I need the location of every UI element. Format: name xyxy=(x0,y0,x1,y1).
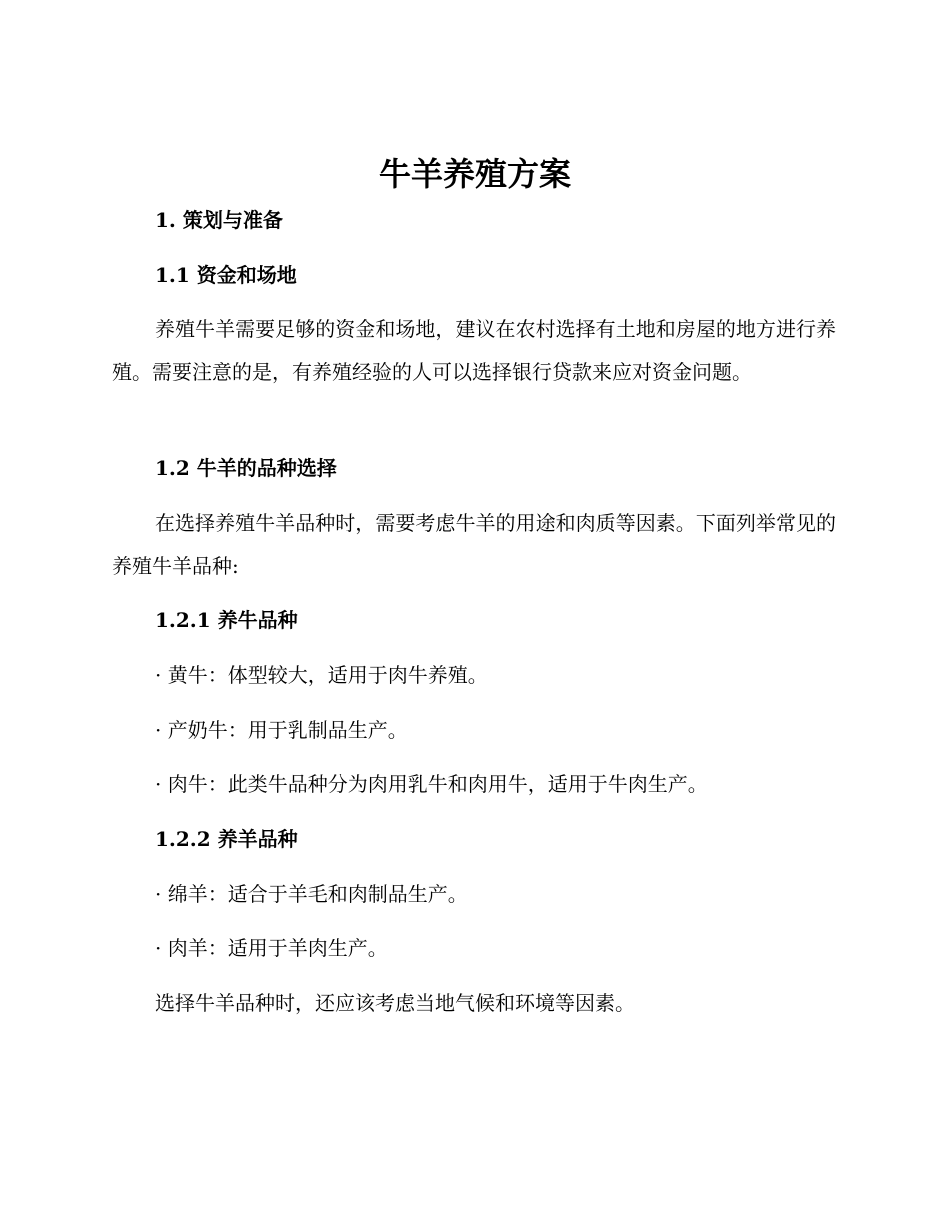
closing-paragraph: 选择牛羊品种时，还应该考虑当地气候和环境等因素。 xyxy=(155,991,635,1015)
list-item: · 黄牛：体型较大，适用于肉牛养殖。 xyxy=(155,663,488,687)
list-item: · 产奶牛：用于乳制品生产。 xyxy=(155,718,408,742)
section-heading-1-2: 1.2 牛羊的品种选择 xyxy=(155,456,337,480)
list-item: · 肉羊：适用于羊肉生产。 xyxy=(155,936,388,960)
paragraph-funding-and-site: 养殖牛羊需要足够的资金和场地，建议在农村选择有土地和房屋的地方进行养殖。需要注意的是，有养殖经验的人可以选择银行贷款来应对资金问题。 xyxy=(112,317,836,384)
section-heading-1: 1. 策划与准备 xyxy=(155,208,283,232)
section-heading-1-1: 1.1 资金和场地 xyxy=(155,263,297,287)
section-heading-1-2-2: 1.2.2 养羊品种 xyxy=(155,827,298,851)
list-item: · 绵羊：适合于羊毛和肉制品生产。 xyxy=(155,882,468,906)
list-item: · 肉牛：此类牛品种分为肉用乳牛和肉用牛，适用于牛肉生产。 xyxy=(155,772,708,796)
section-heading-1-2-1: 1.2.1 养牛品种 xyxy=(155,608,298,632)
document-title: 牛羊养殖方案 xyxy=(378,155,571,193)
paragraph-breed-selection: 在选择养殖牛羊品种时，需要考虑牛羊的用途和肉质等因素。下面列举常见的养殖牛羊品种: xyxy=(112,511,836,578)
